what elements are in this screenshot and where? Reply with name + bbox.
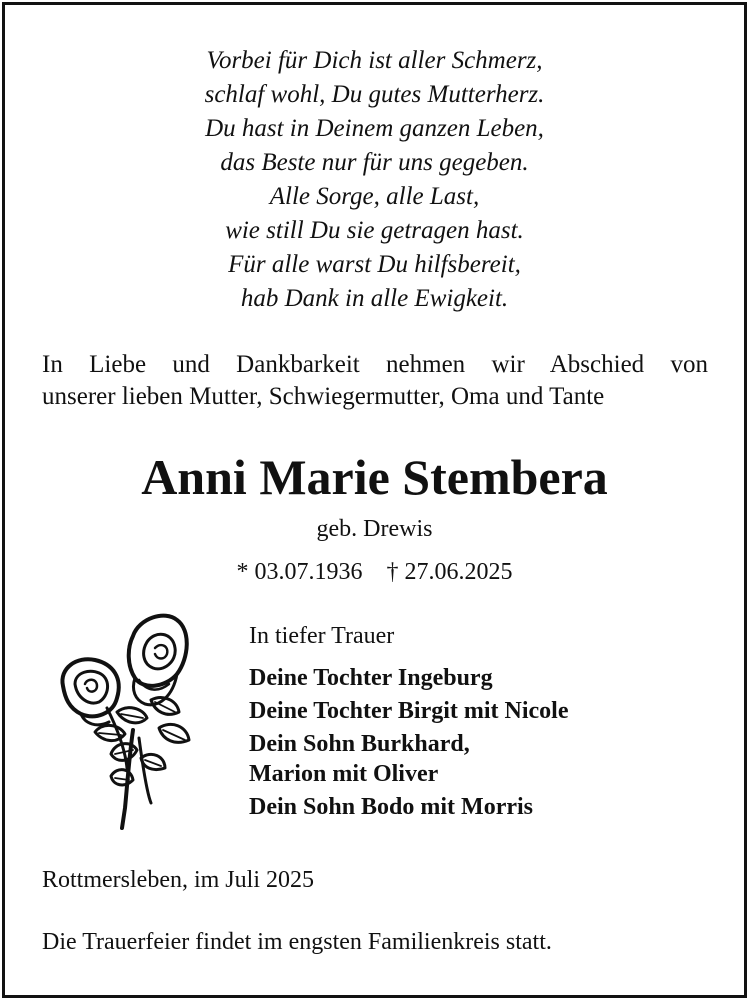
mourner-entry: Deine Tochter Ingeburg xyxy=(249,665,493,691)
mourner-entry: Deine Tochter Birgit mit Nicole xyxy=(249,698,569,724)
poem-line: wie still Du sie getragen hast. xyxy=(225,217,524,244)
poem xyxy=(0,44,749,316)
poem-line: Vorbei für Dich ist aller Schmerz, xyxy=(206,47,543,74)
intro-line: In Liebe und Dankbarkeit nehmen wir Abschied von xyxy=(42,351,708,378)
poem-line: Alle Sorge, alle Last, xyxy=(269,183,480,210)
death-date: † 27.06.2025 xyxy=(386,559,513,585)
ceremony-note: Die Trauerfeier findet im engsten Familienkreis statt. xyxy=(42,929,552,955)
intro-line: unserer lieben Mutter, Schwiegermutter, Oma und Tante xyxy=(42,383,605,410)
poem-line: Du hast in Deinem ganzen Leben, xyxy=(205,115,544,142)
mourner-entry: Marion mit Oliver xyxy=(249,761,439,787)
mourning-label: In tiefer Trauer xyxy=(249,623,395,649)
place-and-date: Rottmersleben, im Juli 2025 xyxy=(42,867,314,893)
poem-line: Für alle warst Du hilfsbereit, xyxy=(228,251,521,278)
maiden-name: geb. Drewis xyxy=(316,516,433,542)
birth-date: * 03.07.1936 xyxy=(236,559,363,585)
mourners-list xyxy=(249,662,569,824)
mourner-entry: Dein Sohn Burkhard, xyxy=(249,731,470,757)
life-dates xyxy=(0,557,749,587)
deceased-name: Anni Marie Stembera xyxy=(141,449,608,505)
poem-line: das Beste nur für uns gegeben. xyxy=(220,149,529,176)
poem-line: hab Dank in alle Ewigkeit. xyxy=(240,285,509,312)
farewell-intro xyxy=(42,349,708,413)
roses-icon xyxy=(55,608,205,833)
poem-line: schlaf wohl, Du gutes Mutterherz. xyxy=(204,81,545,108)
mourner-entry: Dein Sohn Bodo mit Morris xyxy=(249,794,534,820)
